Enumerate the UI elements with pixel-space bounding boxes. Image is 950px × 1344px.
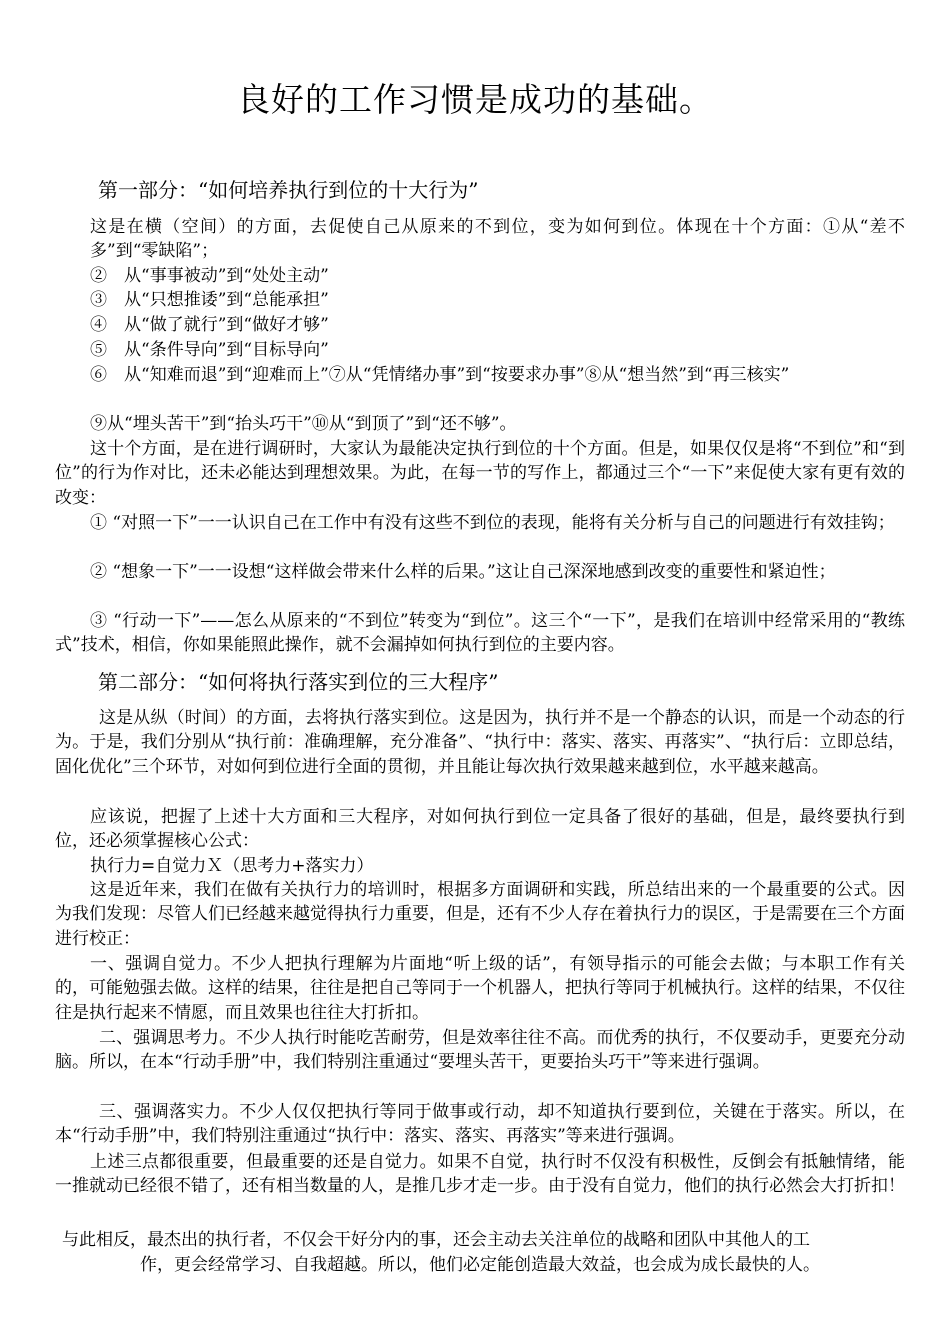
part1-paragraph-2: ① “对照一下”一一认识自己在工作中有没有这些不到位的表现，能将有关分析与自己的问题进行有效挂钩； xyxy=(90,513,895,533)
part1-paragraph-1: 这十个方面，是在进行调研时，大家认为最能决定执行到位的十个方面。但是，如果仅仅是将“不到位”和“到位”的行为作对比，还未必能达到理想效果。为此，在每一节的写作上，都通过三个“一下”来促使大家有更有效的改变： xyxy=(55,439,905,508)
document-title: 良好的工作习惯是成功的基础。 xyxy=(237,80,713,119)
part1-item-2: ② 从“事事被动”到“处处主动” xyxy=(90,266,329,286)
part2-paragraph-3: 这是近年来，我们在做有关执行力的培训时，根据多方面调研和实践，所总结出来的一个最重要的公式。因为我们发现：尽管人们已经越来越觉得执行力重要，但是，还有不少人存在着执行力的误区，于是需要在三个方面进行校正： xyxy=(55,880,905,949)
core-formula: 执行力=自觉力Ｘ（思考力+落实力） xyxy=(90,856,374,876)
part1-item-5: ⑤ 从“条件导向”到“目标导向” xyxy=(90,340,329,360)
part1-item-6-8: ⑥ 从“知难而退”到“迎难而上”⑦从“凭情绪办事”到“按要求办事”⑧从“想当然”到“再三核实” xyxy=(90,365,790,385)
part2-heading: 第二部分：“如何将执行落实到位的三大程序” xyxy=(98,670,499,694)
part2-closing-line-1: 与此相反，最杰出的执行者，不仅会干好分内的事，还会主动去关注单位的战略和团队中其他人的工 xyxy=(62,1230,810,1250)
part2-closing-line-2: 作，更会经常学习、自我超越。所以，他们必定能创造最大效益，也会成为成长最快的人。 xyxy=(140,1255,820,1275)
part1-item-4: ④ 从“做了就行”到“做好才够” xyxy=(90,315,329,335)
part2-point-2: 二、强调思考力。不少人执行时能吃苦耐劳，但是效率往往不高。而优秀的执行，不仅要动手，更要充分动脑。所以，在本“行动手册”中，我们特别注重通过“要埋头苦干，更要抬头巧干”等来进行强调。 xyxy=(55,1028,905,1073)
part1-intro-text: 这是在横（空间）的方面，去促使自己从原来的不到位，变为如何到位。体现在十个方面：①从“差不多”到“零缺陷”； xyxy=(90,217,905,262)
part2-paragraph-2: 应该说，把握了上述十大方面和三大程序，对如何执行到位一定具备了很好的基础，但是，最终要执行到位，还必须掌握核心公式： xyxy=(55,807,905,852)
part1-intro xyxy=(90,215,905,264)
part1-item-9-10: ⑨从“埋头苦干”到“抬头巧干”⑩从“到顶了”到“还不够”。 xyxy=(90,414,517,434)
part2-point-1: 一、强调自觉力。不少人把执行理解为片面地“听上级的话”，有领导指示的可能会去做；与本职工作有关的，可能勉强去做。这样的结果，往往是把自己等同于一个机器人，把执行等同于机械执行。这样的结果，不仅往往是执行起来不情愿，而且效果也往往大打折扣。 xyxy=(55,954,905,1023)
part1-heading: 第一部分：“如何培养执行到位的十大行为” xyxy=(98,178,479,202)
part2-paragraph-1: 这是从纵（时间）的方面，去将执行落实到位。这是因为，执行并不是一个静态的认识，而是一个动态的行为。于是，我们分别从“执行前：准确理解，充分准备”、“执行中：落实、落实、再落实”、“执行后：立即总结，固化优化”三个环节，对如何到位进行全面的贯彻，并且能让每次执行效果越来越到位，水平越来越高。 xyxy=(55,708,905,777)
part1-item-3: ③ 从“只想推诿”到“总能承担” xyxy=(90,290,329,310)
part2-point-3: 三、强调落实力。不少人仅仅把执行等同于做事或行动，却不知道执行要到位，关键在于落实。所以，在本“行动手册”中，我们特别注重通过“执行中：落实、落实、再落实”等来进行强调。 xyxy=(55,1102,905,1147)
part2-paragraph-4: 上述三点都很重要，但最重要的还是自觉力。如果不自觉，执行时不仅没有积极性，反倒会有抵触情绪，能一推就动已经很不错了，还有相当数量的人，是推几步才走一步。由于没有自觉力，他们的执行必然会大打折扣！ xyxy=(55,1152,905,1197)
part1-paragraph-4: ③ “行动一下”——怎么从原来的“不到位”转变为“到位”。这三个“一下”，是我们在培训中经常采用的“教练式”技术，相信，你如果能照此操作，就不会漏掉如何执行到位的主要内容。 xyxy=(55,611,905,656)
part1-paragraph-3: ② “想象一下”一一设想“这样做会带来什么样的后果。”这让自己深深地感到改变的重要性和紧迫性； xyxy=(90,562,836,582)
